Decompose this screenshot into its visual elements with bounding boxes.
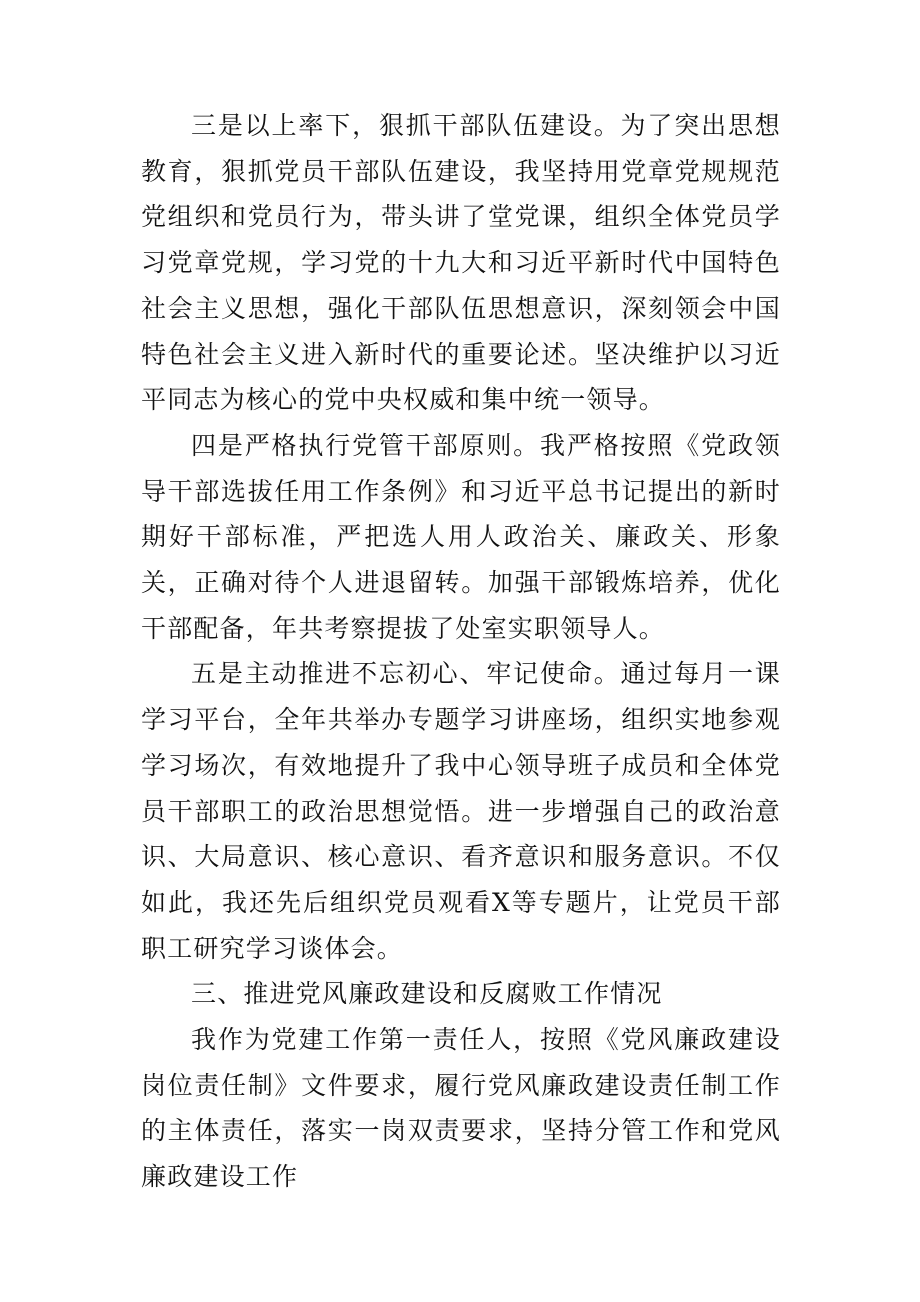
section-heading-anticorruption: 三、推进党风廉政建设和反腐败工作情况 (191, 979, 663, 1009)
document-body (141, 103, 781, 1200)
paragraph-cadre-team-building: 三是以上率下，狠抓干部队伍建设。为了突出思想教育，狠抓党员干部队伍建设，我坚持用党章党规规范党组织和党员行为，带头讲了堂党课，组织全体党员学习党章党规，学习党的十九大和习近平新时代中国特色社会主义思想，强化干部队伍思想意识，深刻领会中国特色社会主义进入新时代的重要论述。坚决维护以习近平同志为核心的党中央权威和集中统一领导。 (141, 111, 781, 415)
paragraph-responsibility-system: 我作为党建工作第一责任人，按照《党风廉政建设岗位责任制》文件要求，履行党风廉政建设责任制工作的主体责任，落实一岗双责要求，坚持分管工作和党风廉政建设工作 (141, 1025, 781, 1192)
paragraph-original-aspiration-mission: 五是主动推进不忘初心、牢记使命。通过每月一课学习平台，全年共举办专题学习讲座场，组织实地参观学习场次，有效地提升了我中心领导班子成员和全体党员干部职工的政治思想觉悟。进一步增强自己的政治意识、大局意识、核心意识、看齐意识和服务意识。不仅如此，我还先后组织党员观看X等专题片，让党员干部职工研究学习谈体会。 (141, 659, 781, 963)
paragraph-cadre-management-principle: 四是严格执行党管干部原则。我严格按照《党政领导干部选拔任用工作条例》和习近平总书记提出的新时期好干部标准，严把选人用人政治关、廉政关、形象关，正确对待个人进退留转。加强干部锻炼培养，优化干部配备，年共考察提拔了处室实职领导人。 (141, 430, 781, 643)
